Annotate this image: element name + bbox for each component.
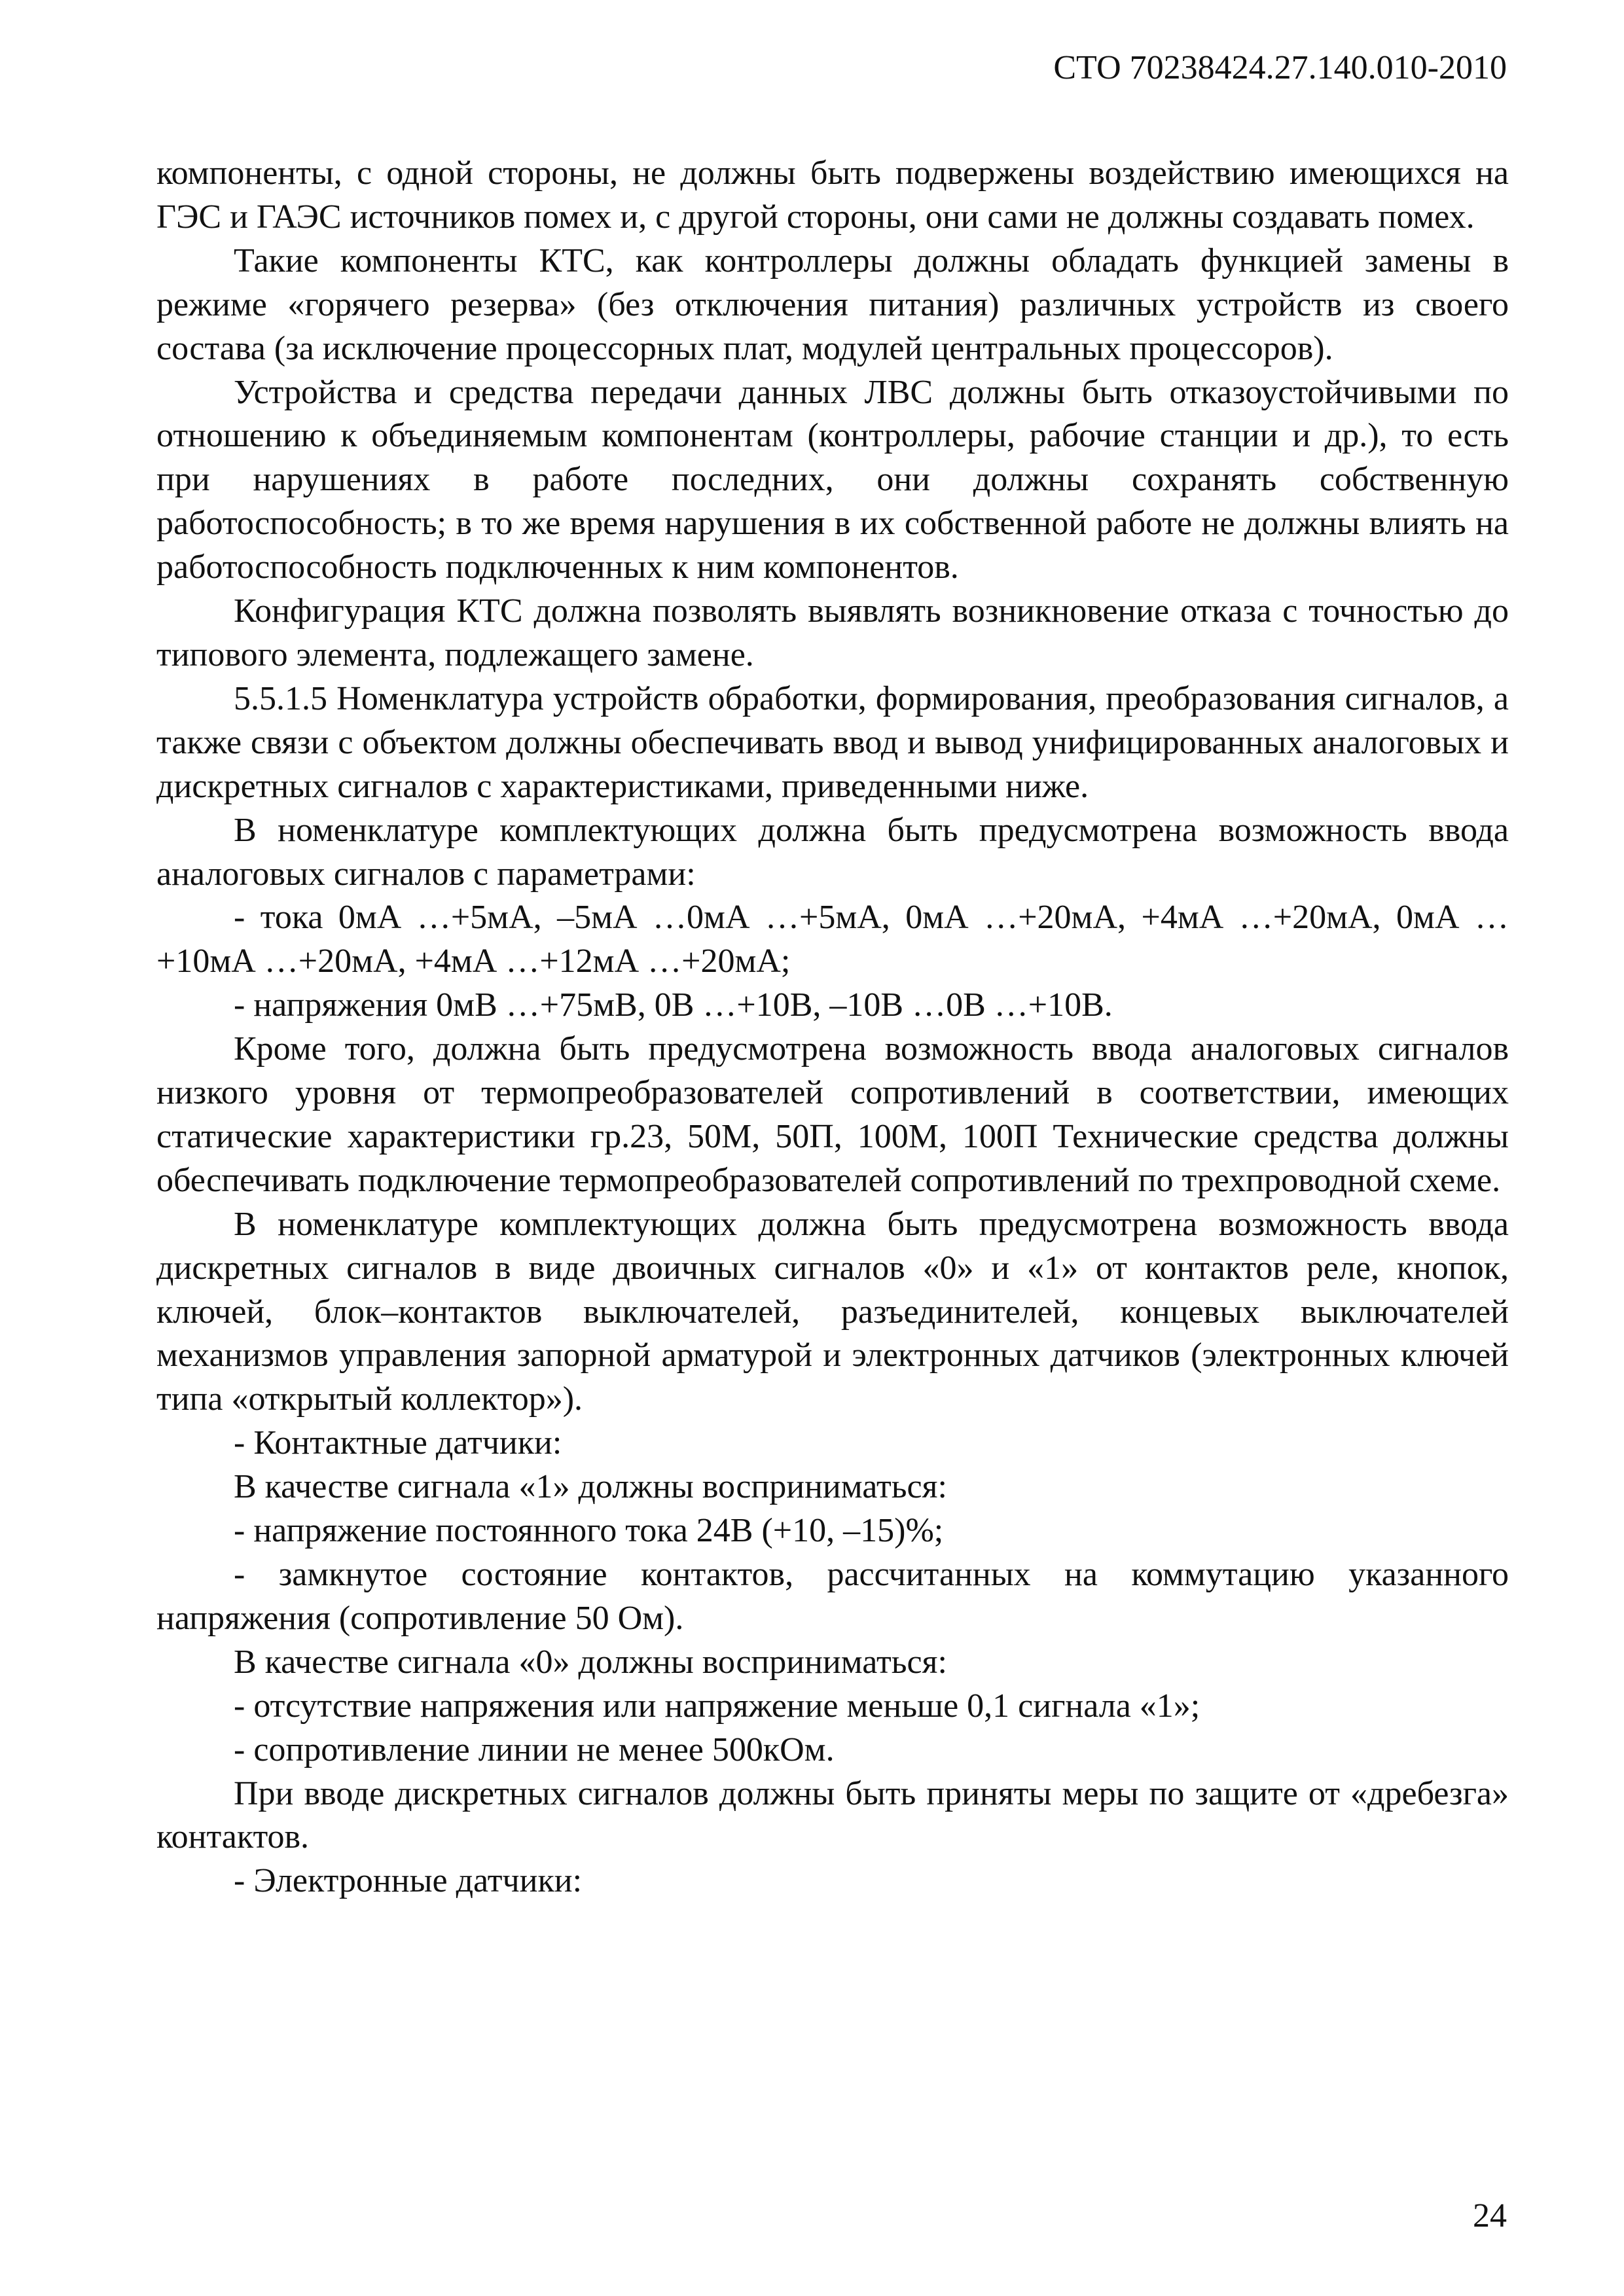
paragraph-7: Кроме того, должна быть предусмотрена возможность ввода аналоговых сигналов низкого уровня от термопреобразователей сопротивлений в соответствии, имеющих статические характеристики гр.23, 50М, 50П, 100М, 100П Технические средства должны обеспечивать подключение термопреобразователей сопротивлений по трехпроводной схеме. xyxy=(156,1030,1509,1199)
list-item-voltage-ranges: - напряжения 0мВ …+75мВ, 0В …+10В, –10В …0В …+10В. xyxy=(234,986,1113,1024)
list-item-closed-contacts: - замкнутое состояние контактов, рассчитанных на коммутацию указанного напряжения (сопротивление 50 Ом). xyxy=(156,1556,1509,1637)
list-item-line-resistance: - сопротивление линии не менее 500кОм. xyxy=(234,1731,835,1768)
document-code-header: СТО 70238424.27.140.010-2010 xyxy=(1053,49,1507,86)
paragraph-8: В номенклатуре комплектующих должна быть предусмотрена возможность ввода дискретных сигналов в виде двоичных сигналов «0» и «1» от контактов реле, кнопок, ключей, блок–контактов выключателей, разъединителей, концевых выключателей механизмов управления запорной арматурой и электронных датчиков (электронных ключей типа «открытый коллектор»). xyxy=(156,1205,1509,1418)
paragraph-signal-0-heading: В качестве сигнала «0» должны восприниматься: xyxy=(234,1643,947,1681)
paragraph-6: В номенклатуре комплектующих должна быть предусмотрена возможность ввода аналоговых сигналов с параметрами: xyxy=(156,811,1509,893)
list-item-current-ranges: - тока 0мА …+5мА, –5мА …0мА …+5мА, 0мА …+20мА, +4мА …+20мА, 0мА …+10мА …+20мА, +4мА …+12мА …+20мА; xyxy=(156,899,1509,980)
document-body xyxy=(156,152,1509,1903)
list-item-electronic-sensors: - Электронные датчики: xyxy=(234,1862,583,1900)
paragraph-1: компоненты, с одной стороны, не должны быть подвержены воздействию имеющихся на ГЭС и ГАЭС источников помех и, с другой стороны, они сами не должны создавать помех. xyxy=(156,154,1509,236)
paragraph-2: Такие компоненты КТС, как контроллеры должны обладать функцией замены в режиме «горячего резерва» (без отключения питания) различных устройств из своего состава (за исключение процессорных плат, модулей центральных процессоров). xyxy=(156,242,1509,367)
list-item-contact-sensors: - Контактные датчики: xyxy=(234,1424,562,1462)
paragraph-signal-1-heading: В качестве сигнала «1» должны восприниматься: xyxy=(234,1468,947,1506)
page-number: 24 xyxy=(1473,2197,1507,2234)
paragraph-5-section-5-5-1-5: 5.5.1.5 Номенклатура устройств обработки, формирования, преобразования сигналов, а также связи с объектом должны обеспечивать ввод и вывод унифицированных аналоговых и дискретных сигналов с характеристиками, приведенными ниже. xyxy=(156,679,1509,805)
paragraph-3: Устройства и средства передачи данных ЛВС должны быть отказоустойчивыми по отношению к объединяемым компонентам (контроллеры, рабочие станции и др.), то есть при нарушениях в работе последних, они должны сохранять собственную работоспособность; в то же время нарушения в их собственной работе не должны влиять на работоспособность подключенных к ним компонентов. xyxy=(156,373,1509,586)
list-item-dc-voltage: - напряжение постоянного тока 24В (+10, –15)%; xyxy=(234,1512,944,1550)
list-item-no-voltage: - отсутствие напряжения или напряжение меньше 0,1 сигнала «1»; xyxy=(234,1687,1200,1725)
paragraph-debounce: При вводе дискретных сигналов должны быть приняты меры по защите от «дребезга» контактов. xyxy=(156,1774,1509,1856)
paragraph-4: Конфигурация КТС должна позволять выявлять возникновение отказа с точностью до типового элемента, подлежащего замене. xyxy=(156,592,1509,673)
